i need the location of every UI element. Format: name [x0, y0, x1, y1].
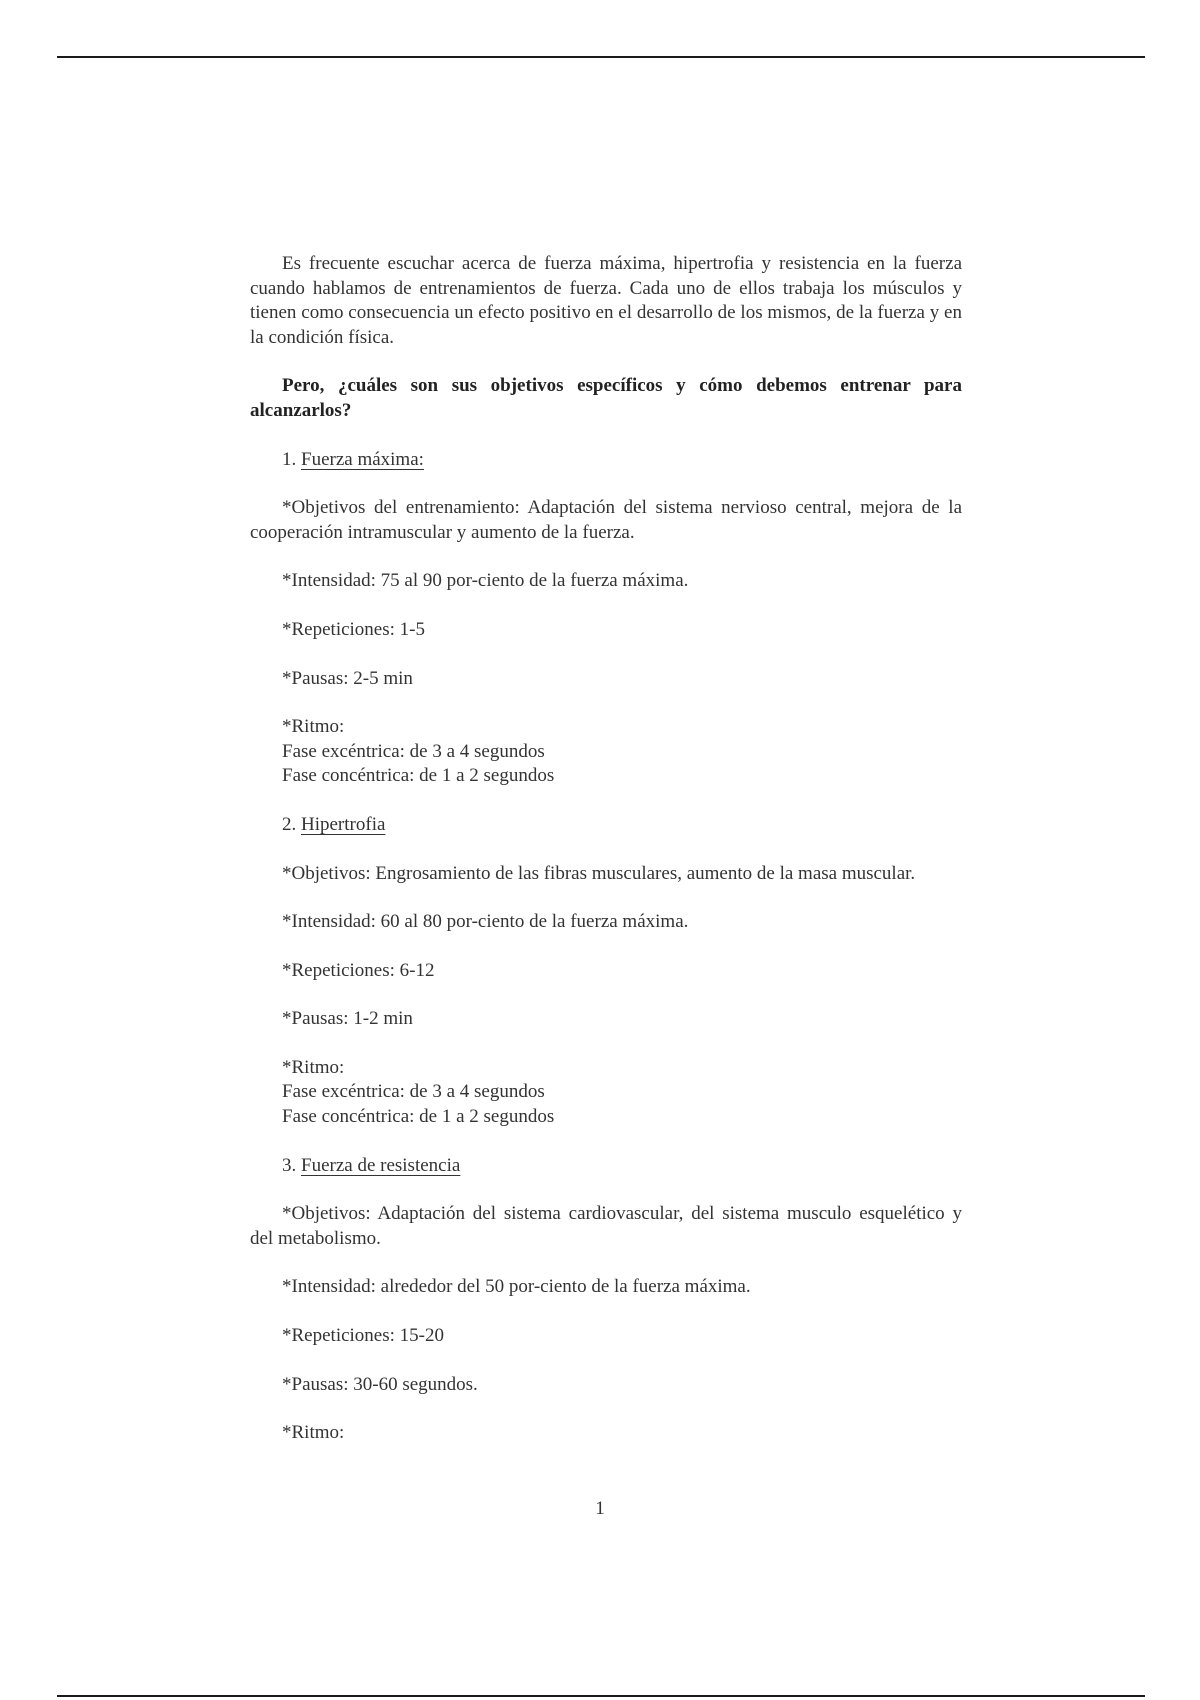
ritmo-block — [250, 715, 962, 789]
section-title: Fuerza de resistencia — [301, 1154, 461, 1176]
section-title: Fuerza máxima: — [301, 448, 424, 470]
ritmo-block — [250, 1421, 962, 1446]
page-number: 1 — [595, 1498, 605, 1519]
question-heading: Pero, ¿cuáles son sus objetivos específicos y cómo debemos entrenar para alcanzarlos? — [250, 375, 962, 421]
ritmo-block — [250, 1056, 962, 1130]
fase-concentrica: Fase concéntrica: de 1 a 2 segundos — [282, 765, 555, 787]
intensidad-text: *Intensidad: 75 al 90 por-ciento de la fuerza máxima. — [282, 570, 689, 592]
objetivos-text: *Objetivos: Adaptación del sistema cardiovascular, del sistema musculo esquelético y del metabolismo. — [250, 1203, 962, 1249]
intensidad-text: *Intensidad: 60 al 80 por-ciento de la fuerza máxima. — [282, 911, 689, 933]
section-number: 3. — [282, 1154, 297, 1176]
fase-excentrica: Fase excéntrica: de 3 a 4 segundos — [282, 1081, 545, 1103]
repeticiones-text: *Repeticiones: 15-20 — [282, 1325, 444, 1347]
pausas-text: *Pausas: 1-2 min — [282, 1008, 413, 1030]
pausas-text: *Pausas: 2-5 min — [282, 667, 413, 689]
intro-paragraph: Es frecuente escuchar acerca de fuerza máxima, hipertrofia y resistencia en la fuerza cuando hablamos de entrenamientos de fuerza. Cada uno de ellos trabaja los músculos y tienen como consecuencia un efecto positivo en el desarrollo de los mismos, de la fuerza y en la condición física. — [250, 253, 962, 348]
document-body — [250, 252, 962, 1446]
section-number: 1. — [282, 448, 297, 470]
fase-concentrica: Fase concéntrica: de 1 a 2 segundos — [282, 1106, 555, 1128]
objetivos-text: *Objetivos del entrenamiento: Adaptación del sistema nervioso central, mejora de la cooperación intramuscular y aumento de la fuerza. — [250, 497, 962, 543]
section-title: Hipertrofia — [301, 813, 386, 835]
ritmo-label: *Ritmo: — [282, 1422, 345, 1444]
intensidad-text: *Intensidad: alrededor del 50 por-ciento de la fuerza máxima. — [282, 1276, 751, 1298]
repeticiones-text: *Repeticiones: 6-12 — [282, 959, 435, 981]
section-heading-hipertrofia — [250, 813, 962, 838]
section-heading-fuerza-maxima — [250, 448, 962, 473]
pausas-text: *Pausas: 30-60 segundos. — [282, 1373, 478, 1395]
top-rule — [57, 56, 1145, 58]
ritmo-label: *Ritmo: — [282, 1056, 345, 1078]
fase-excentrica: Fase excéntrica: de 3 a 4 segundos — [282, 740, 545, 762]
repeticiones-text: *Repeticiones: 1-5 — [282, 618, 425, 640]
section-heading-fuerza-resistencia — [250, 1154, 962, 1179]
section-number: 2. — [282, 813, 297, 835]
objetivos-text: *Objetivos: Engrosamiento de las fibras musculares, aumento de la masa muscular. — [282, 862, 916, 884]
bottom-rule — [57, 1695, 1145, 1697]
ritmo-label: *Ritmo: — [282, 716, 345, 738]
